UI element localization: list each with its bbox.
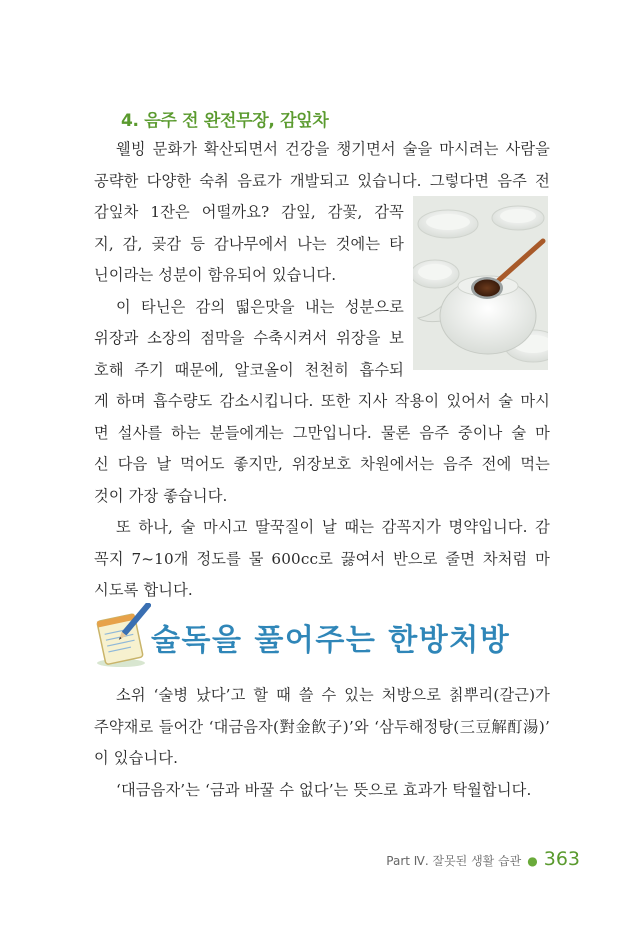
text-line: 꼭지 7~10개 정도를 물 600cc로 끓여서 반으로 줄면 차처럼 마	[94, 549, 550, 568]
text-line: 이 타닌은 감의 떫은맛을 내는 성분으로	[116, 297, 404, 316]
text-line: 게 하며 흡수량도 감소시킵니다. 또한 지사 작용이 있어서 술 마시	[94, 392, 550, 410]
text-line: 또 하나, 술 마시고 딸꾹질이 날 때는 감꼭지가 명약입니다. 감	[116, 518, 550, 536]
text-line: 주약재로 들어간 ‘대금음자(對金飮子)’와 ‘삼두해정탕(三豆解酊湯)’	[94, 717, 550, 736]
body-text-bottom	[94, 680, 550, 806]
footer-part-label: Part Ⅳ. 잘못된 생활 습관	[386, 854, 522, 868]
text-line: ‘대금음자’는 ‘금과 바꿀 수 없다’는 뜻으로 효과가 탁월합니다.	[116, 780, 532, 799]
text-line: 시도록 합니다.	[94, 581, 193, 599]
text-line: 이 있습니다.	[94, 749, 179, 767]
text-line: 면 설사를 하는 분들에게는 그만입니다. 물론 음주 중이나 술 마	[94, 423, 550, 442]
bullet-dot-icon: ●	[527, 854, 538, 868]
teapot-photo	[413, 196, 548, 370]
section-title: 술독을 풀어주는 한방처방	[151, 623, 511, 658]
text-line: 호해 주기 때문에, 알코올이 천천히 흡수되	[94, 360, 404, 379]
text-line: 공략한 다양한 숙취 음료가 개발되고 있습니다. 그렇다면 음주 전	[94, 171, 550, 190]
text-line: 것이 가장 좋습니다.	[94, 486, 228, 505]
text-line: 지, 감, 곶감 등 감나무에서 나는 것에는 타	[94, 234, 404, 253]
text-line: 신 다음 날 먹어도 좋지만, 위장보호 차원에서는 음주 전에 먹는	[94, 455, 550, 473]
text-line: 위장과 소장의 점막을 수축시켜서 위장을 보	[94, 329, 404, 347]
page-footer	[386, 848, 580, 870]
text-line: 닌이라는 성분이 함유되어 있습니다.	[94, 266, 337, 284]
text-line: 소위 ‘술병 났다’고 할 때 쓸 수 있는 처방으로 칡뿌리(갈근)가	[116, 686, 550, 704]
section-heading: 4. 음주 전 완전무장, 감잎차	[121, 111, 329, 131]
page-number: 363	[543, 848, 580, 870]
text-line: 웰빙 문화가 확산되면서 건강을 챙기면서 술을 마시려는 사람을	[116, 140, 550, 158]
notepad-pen-icon	[93, 603, 151, 669]
section-banner	[93, 603, 553, 669]
text-line: 감잎차 1잔은 어떨까요? 감잎, 감꽃, 감꼭	[94, 203, 404, 221]
